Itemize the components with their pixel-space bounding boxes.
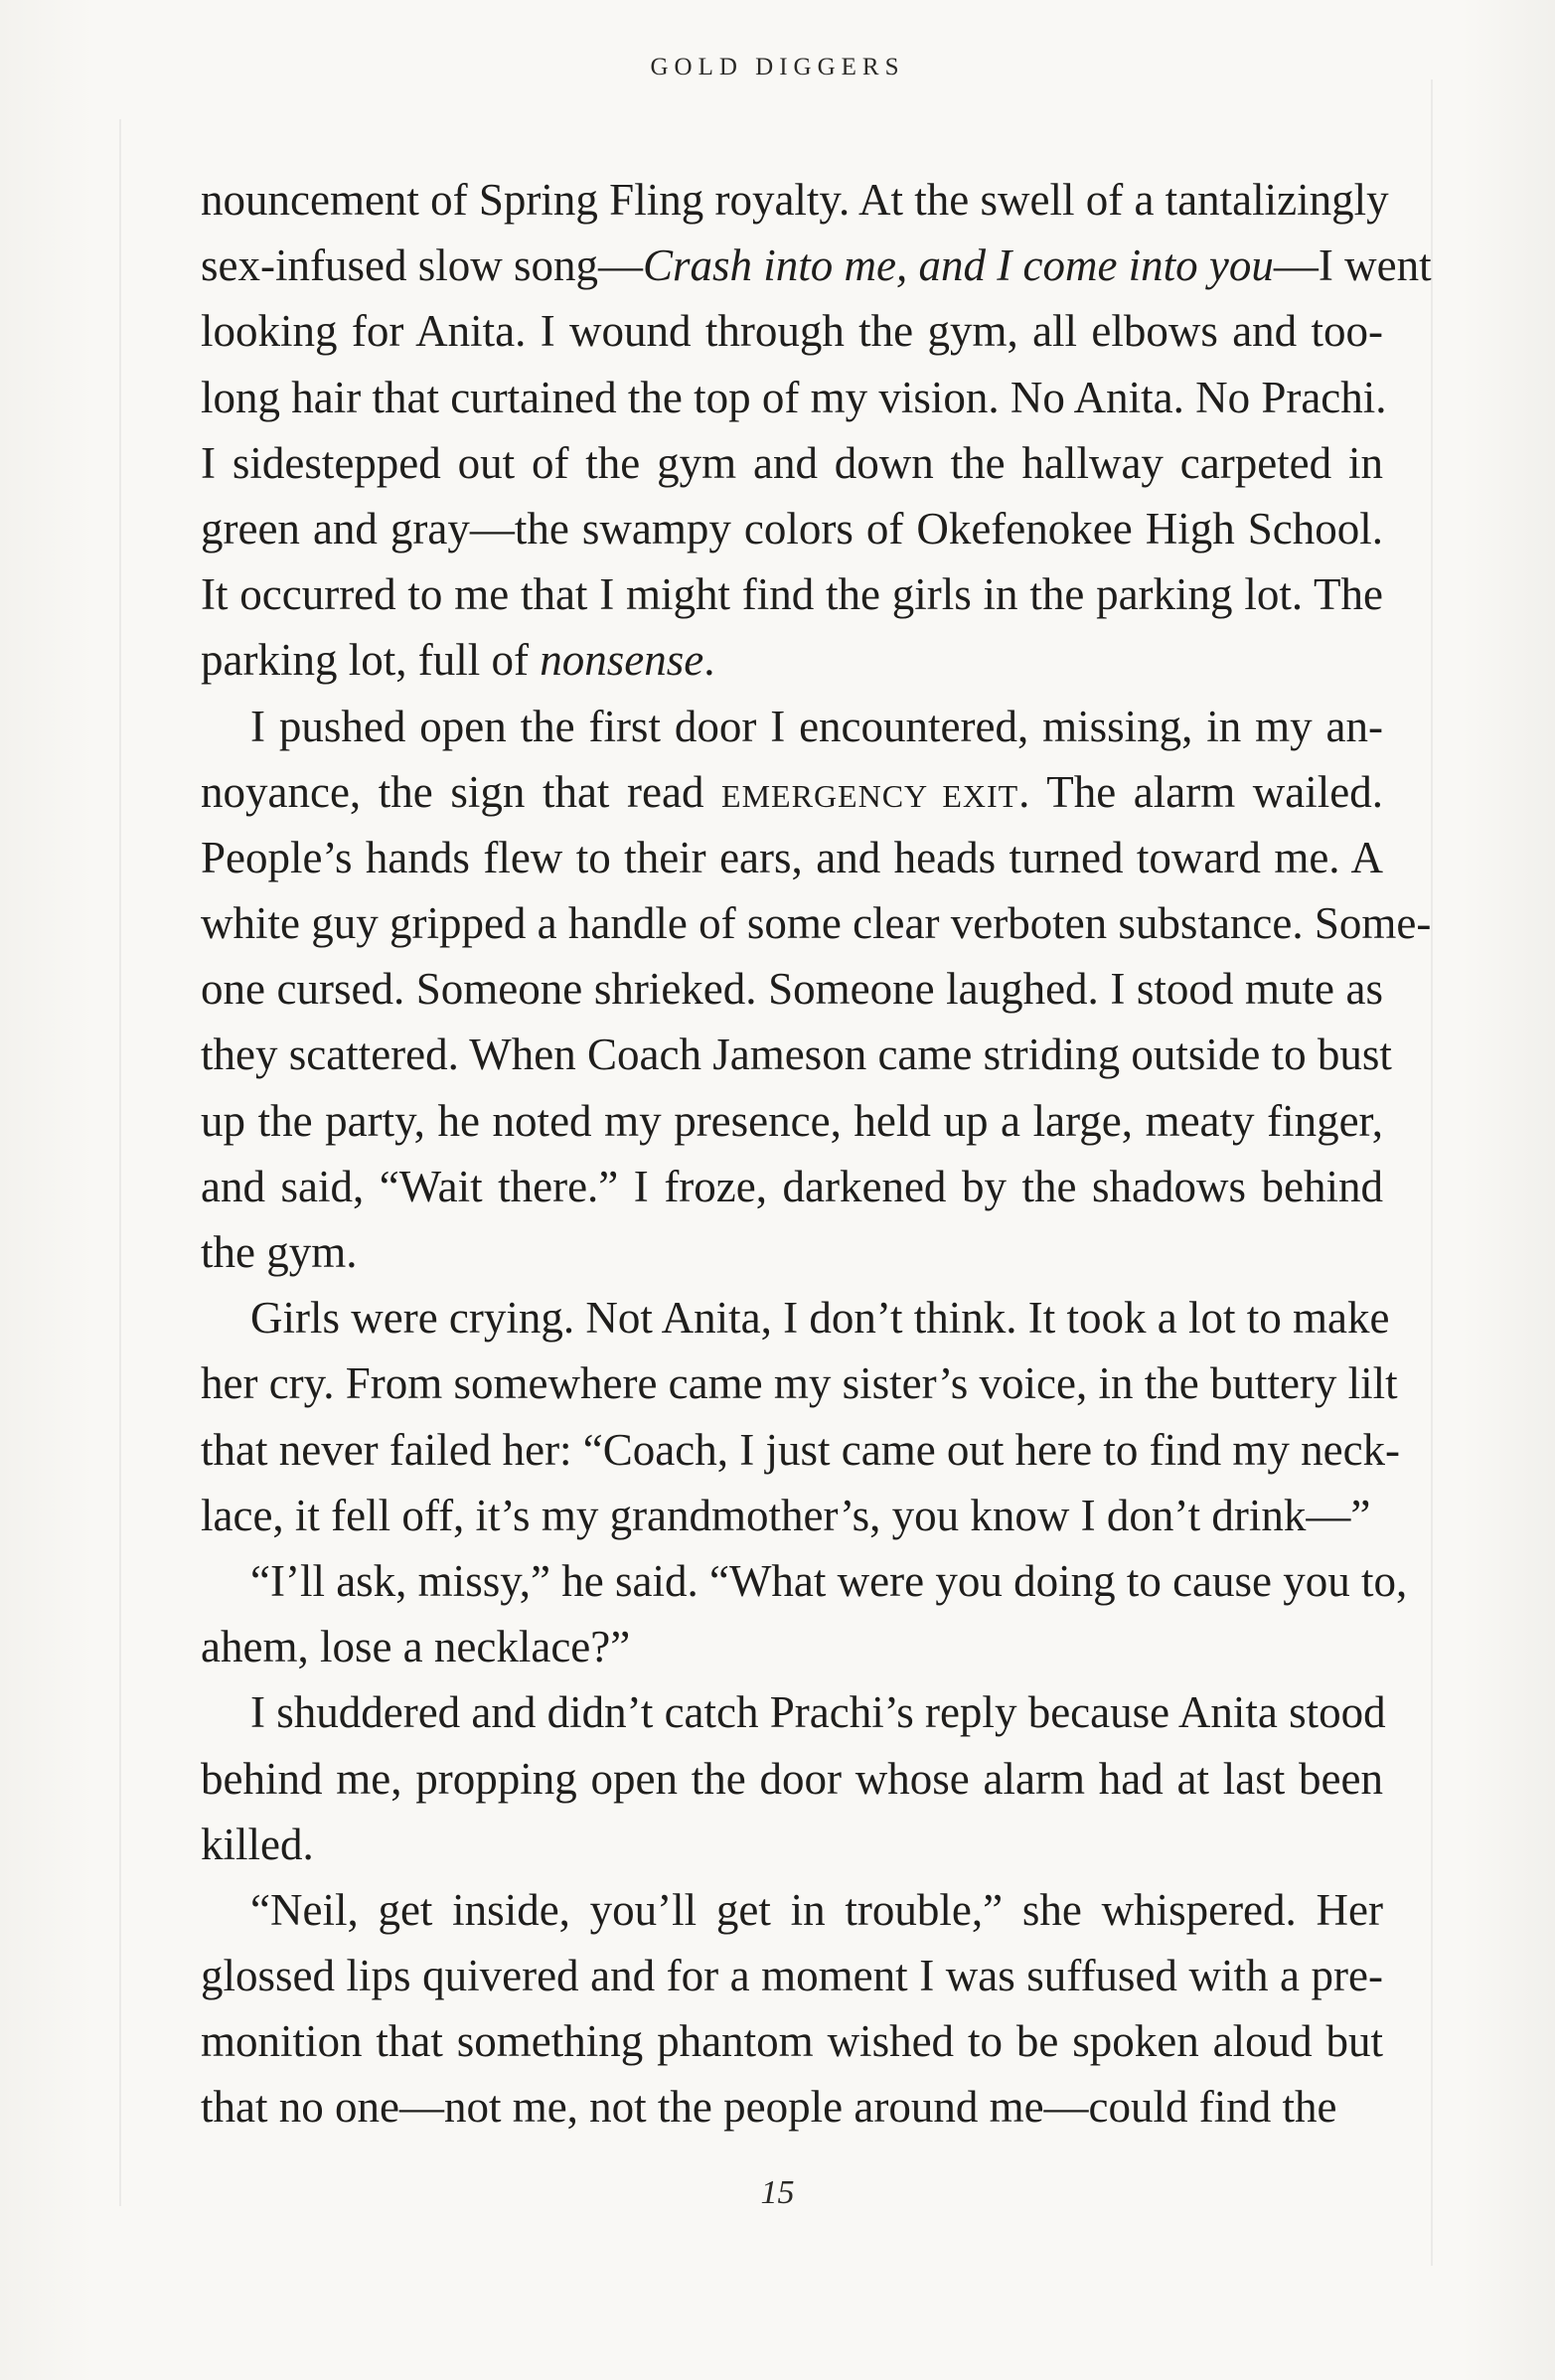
text-line: one cursed. Someone shrieked. Someone laughed. I stood mute as xyxy=(201,964,1383,1015)
text-line: up the party, he noted my presence, held up a large, meaty finger, xyxy=(201,1095,1383,1146)
paragraph xyxy=(201,1679,1386,1877)
text-line: they scattered. When Coach Jameson came striding outside to bust xyxy=(201,1030,1392,1080)
text-line: nouncement of Spring Fling royalty. At the swell of a tantalizingly xyxy=(201,175,1389,225)
italic-phrase: Crash into me, and I come into you xyxy=(642,240,1274,291)
small-caps-phrase: EMERGENCY EXIT xyxy=(721,777,1019,814)
running-head: GOLD DIGGERS xyxy=(650,54,905,80)
text-line: her cry. From somewhere came my sister’s voice, in the buttery lilt xyxy=(201,1358,1398,1409)
paragraph xyxy=(201,167,1432,694)
text-line: monition that something phantom wished to be spoken aloud but xyxy=(201,2016,1383,2067)
text-line: I sidestepped out of the gym and down the hallway carpeted in xyxy=(201,437,1383,488)
text-line: white guy gripped a handle of some clear verboten substance. Some- xyxy=(201,898,1432,949)
text-line: long hair that curtained the top of my vision. No Anita. No Prachi. xyxy=(201,372,1387,422)
text-line: and said, “Wait there.” I froze, darkened by the shadows behind xyxy=(201,1161,1383,1211)
paragraph xyxy=(201,1285,1401,1548)
text-line: behind me, propping open the door whose alarm had at last been xyxy=(201,1753,1383,1804)
text-line: I pushed open the first door I encountered, missing, in my an- xyxy=(250,701,1383,751)
paragraph xyxy=(201,1548,1408,1679)
paragraph xyxy=(201,1877,1383,2141)
text-line: “I’ll ask, missy,” he said. “What were you doing to cause you to, xyxy=(250,1555,1408,1606)
scan-shadow-left xyxy=(119,119,121,2206)
italic-phrase: nonsense xyxy=(540,635,704,686)
text-line: that never failed her: “Coach, I just came out here to find my neck- xyxy=(201,1424,1401,1475)
text-line: glossed lips quivered and for a moment I was suffused with a pre- xyxy=(201,1951,1383,2001)
paragraph xyxy=(201,694,1432,1286)
text-line: looking for Anita. I wound through the gym, all elbows and too- xyxy=(201,306,1383,357)
body-text xyxy=(201,167,1432,2141)
text-line: green and gray—the swampy colors of Okefenokee High School. xyxy=(201,503,1383,554)
text-line: noyance, the sign that read EMERGENCY EXIT. The alarm wailed. xyxy=(201,766,1383,817)
text-line: sex-infused slow song—Crash into me, and I come into you—I went xyxy=(201,240,1432,291)
text-line: It occurred to me that I might find the girls in the parking lot. The xyxy=(201,569,1383,620)
text-line: parking lot, full of nonsense. xyxy=(201,635,715,686)
text-line: ahem, lose a necklace?” xyxy=(201,1622,631,1672)
text-line: the gym. xyxy=(201,1227,358,1277)
text-line: Girls were crying. Not Anita, I don’t think. It took a lot to make xyxy=(250,1293,1390,1344)
text-line: “Neil, get inside, you’ll get in trouble,” she whispered. Her xyxy=(250,1884,1383,1935)
text-line: that no one—not me, not the people around me—could find the xyxy=(201,2082,1337,2133)
text-line: killed. xyxy=(201,1819,314,1869)
text-line: I shuddered and didn’t catch Prachi’s reply because Anita stood xyxy=(250,1687,1386,1738)
text-line: People’s hands flew to their ears, and heads turned toward me. A xyxy=(201,832,1383,882)
text-line: lace, it fell off, it’s my grandmother’s, you know I don’t drink—” xyxy=(201,1490,1371,1540)
scan-shadow-right xyxy=(1431,79,1433,2266)
page-number: 15 xyxy=(760,2174,795,2211)
